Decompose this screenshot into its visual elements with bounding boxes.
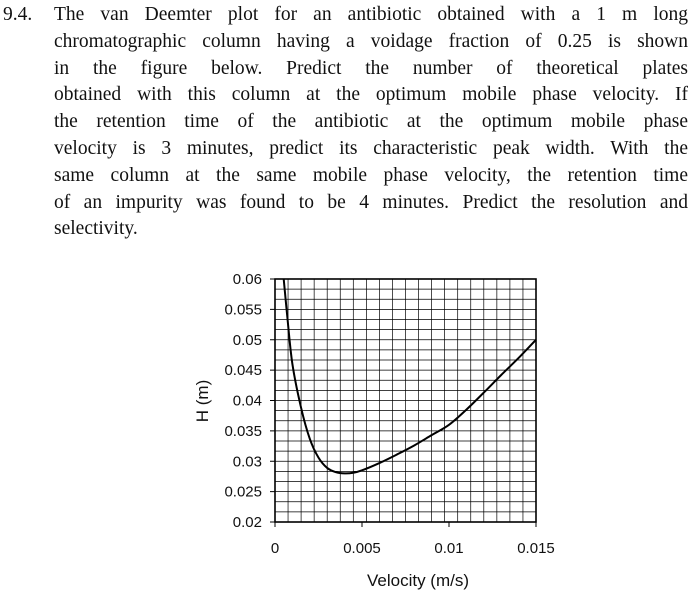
y-tick-label: 0.035 [224, 422, 262, 440]
problem-number: 9.4. [3, 4, 33, 25]
y-tick-label: 0.06 [232, 271, 262, 288]
x-tick-label: 0 [270, 540, 280, 557]
problem-line: velocity is 3 minutes, predict its characteristic peak width. With the [54, 137, 688, 159]
problem-line: The van Deemter plot for an antibiotic obtained with a 1 m long [54, 4, 688, 25]
y-tick-label: 0.045 [224, 362, 262, 380]
y-tick-label: 0.055 [224, 301, 262, 319]
x-axis-ticks [271, 522, 555, 557]
y-axis-ticks [224, 271, 275, 531]
x-tick-label: 0.005 [343, 540, 381, 557]
x-axis-label: Velocity (m/s) [366, 571, 470, 590]
y-tick-label: 0.05 [232, 331, 262, 349]
x-tick-label: 0.015 [517, 540, 555, 557]
problem-line: obtained with this column at the optimum mobile phase velocity. If [54, 84, 688, 106]
chart-grid [275, 279, 536, 522]
y-tick-label: 0.04 [232, 392, 262, 410]
y-axis-label: H (m) [193, 379, 212, 423]
problem-line: same column at the same mobile phase velocity, the retention time [54, 164, 688, 186]
y-tick-label: 0.03 [232, 453, 262, 471]
problem-line: the retention time of the antibiotic at the optimum mobile phase [54, 111, 688, 133]
problem-line: of an impurity was found to be 4 minutes. Predict the resolution and [54, 191, 688, 213]
x-tick-label: 0.01 [434, 540, 464, 557]
problem-line: selectivity. [54, 218, 138, 240]
problem-line: chromatographic column having a voidage fraction of 0.25 is shown [54, 30, 688, 52]
y-tick-label: 0.025 [224, 483, 262, 501]
van-deemter-curve [284, 279, 536, 473]
problem-line: in the figure below. Predict the number of theoretical plates [54, 57, 688, 79]
y-tick-label: 0.02 [232, 514, 262, 531]
